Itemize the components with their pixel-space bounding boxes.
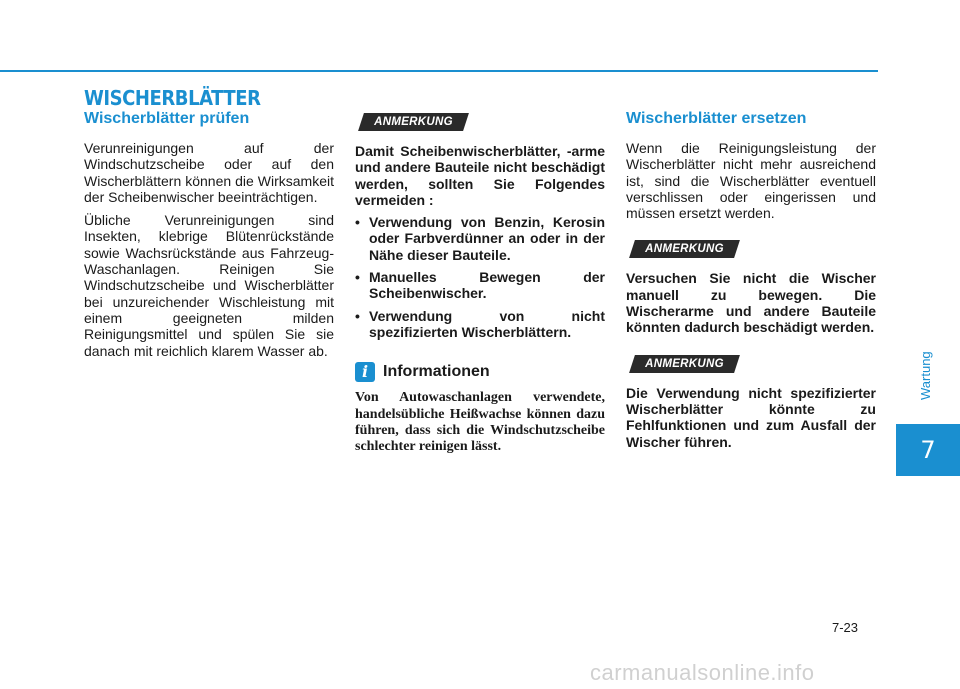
heading-check-wipers: Wischerblätter prüfen <box>84 110 250 127</box>
paragraph: Wenn die Reinigungsleistung der Wischerblätter nicht mehr ausreichend ist, sind die Wischerblätter eventuell verschlissen oder eingerissen und müssen ersetzt werden. <box>626 140 876 222</box>
list-item <box>355 308 605 341</box>
chapter-label: Wartung <box>918 351 933 400</box>
info-header <box>355 362 605 382</box>
info-icon: i <box>355 362 375 382</box>
watermark: carmanualsonline.info <box>590 660 815 685</box>
column-check-wipers <box>84 110 334 366</box>
top-rule <box>0 70 878 72</box>
column-notes <box>355 112 605 455</box>
bullet-icon: • <box>355 269 360 286</box>
list-item-text: Verwendung von Benzin, Kerosin oder Farbverdünner an oder in der Nähe dieser Bauteile. <box>369 214 605 263</box>
note-badge-label: ANMERKUNG <box>645 357 724 370</box>
note-intro: Damit Scheibenwischerblätter, -arme und andere Bauteile nicht beschädigt werden, sollten Sie Folgendes vermeiden : <box>355 143 605 208</box>
page-number: 7-23 <box>832 620 859 635</box>
note-badge <box>629 355 740 373</box>
column-replace-wipers <box>626 110 876 450</box>
heading-replace-wipers: Wischerblätter ersetzen <box>626 110 807 127</box>
info-title: Informationen <box>383 363 490 381</box>
avoid-list <box>355 214 605 340</box>
list-item <box>355 269 605 302</box>
list-item <box>355 214 605 263</box>
paragraph: Übliche Verunreinigungen sind Insekten, klebrige Blütenrückstände sowie Wachsrückstände aus Fahrzeug-Waschanlagen. Reinigen Sie Windschutzscheibe und Wischerblätter bei unzureichender Wischleistung mit einem geeigneten milden Reinigungsmittel und spülen Sie sie danach mit reichlich klarem Wasser ab. <box>84 212 334 359</box>
note-badge-label: ANMERKUNG <box>645 243 724 256</box>
bullet-icon: • <box>355 214 360 231</box>
list-item-text: Manuelles Bewegen der Scheibenwischer. <box>369 269 605 302</box>
chapter-tab <box>896 424 960 476</box>
note-badge-label: ANMERKUNG <box>374 116 453 128</box>
info-text: Von Autowaschanlagen verwendete, handelsübliche Heißwachse können dazu führen, dass sich die Windschutzscheibe schlechter reinigen lässt. <box>355 390 605 455</box>
bullet-icon: • <box>355 307 360 324</box>
note-badge <box>629 240 740 258</box>
paragraph: Verunreinigungen auf der Windschutzscheibe oder auf den Wischerblättern können die Wirksamkeit der Scheibenwischer beeinträchtigen. <box>84 140 334 205</box>
section-title: WISCHERBLÄTTER <box>84 86 261 110</box>
note-badge <box>358 113 469 131</box>
note-text: Versuchen Sie nicht die Wischer manuell zu bewegen. Die Wischerarme und andere Bauteile könnten dadurch beschädigt werden. <box>626 270 876 336</box>
chapter-number: 7 <box>920 436 936 464</box>
list-item-text: Verwendung von nicht spezifizierten Wischerblättern. <box>369 307 605 340</box>
note-text: Die Verwendung nicht spezifizierter Wischerblätter könnte zu Fehlfunktionen und zum Ausfall der Wischer führen. <box>626 384 876 450</box>
